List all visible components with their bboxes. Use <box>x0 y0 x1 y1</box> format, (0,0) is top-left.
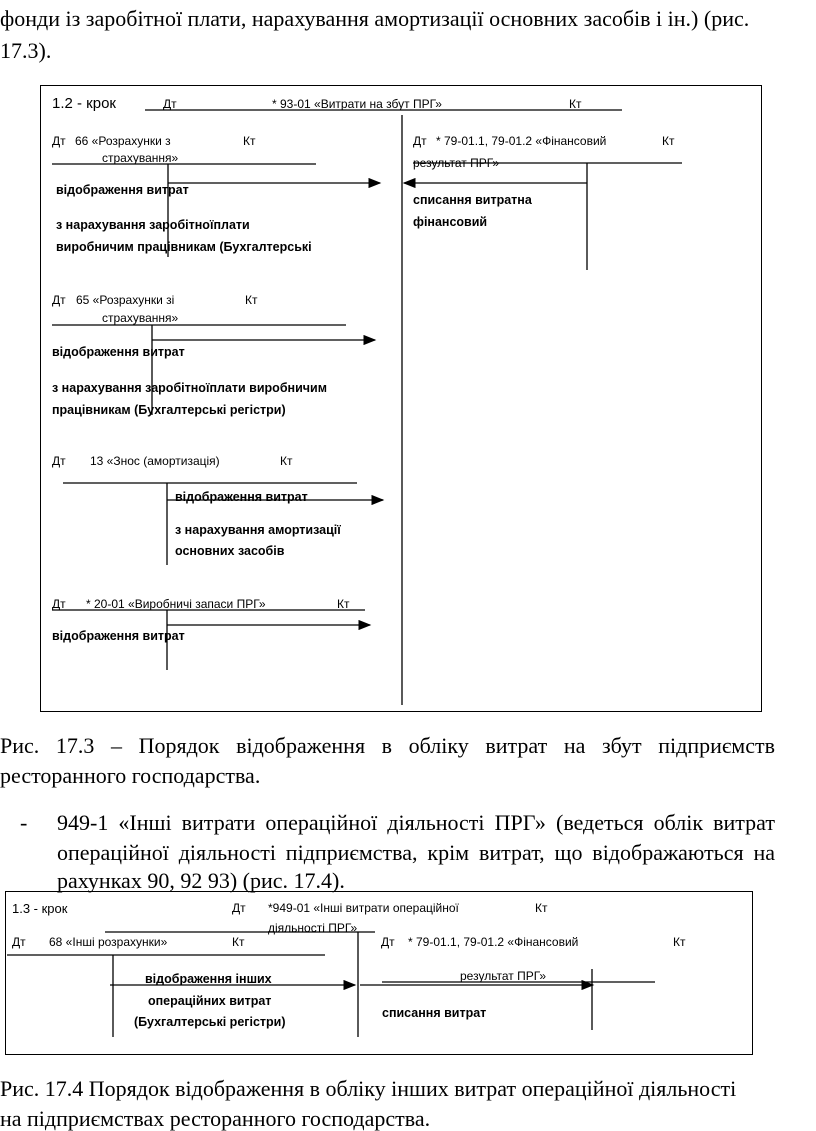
account-79-label-2: результат ПРГ» <box>460 969 547 983</box>
dt-label: Дт <box>52 597 66 611</box>
entry-text: працівникам (Бухгалтерські регістри) <box>52 403 286 417</box>
entry-text: відображення інших <box>145 972 272 986</box>
main-account-label-2: діяльності ПРГ» <box>268 921 358 935</box>
entry-text: відображення витрат <box>52 629 185 643</box>
entry-text: фінансовий <box>413 215 488 229</box>
caption-17-3-line-2: ресторанного господарства. <box>0 763 261 788</box>
account-79-label-2: результат ПРГ» <box>413 156 500 170</box>
entry-text: відображення витрат <box>56 183 189 197</box>
entry-text: списання витратна <box>413 193 532 207</box>
bullet-line-2: операційної діяльності підприємства, крім витрат, що відображаються на <box>57 840 775 865</box>
account-79-label: * 79-01.1, 79-01.2 «Фінансовий <box>436 134 607 148</box>
dt-label: Дт <box>52 293 66 307</box>
dt-label: Дт <box>52 134 66 148</box>
entry-text: (Бухгалтерські регістри) <box>134 1015 286 1029</box>
kt-label: Кт <box>337 597 350 611</box>
entry-text: відображення витрат <box>175 490 308 504</box>
account-68-label: 68 «Інші розрахунки» <box>49 935 168 949</box>
intro-line-1: фонди із заробітної плати, нарахування амортизації основних засобів і ін.) (рис. <box>0 6 750 31</box>
account-65-label: 65 «Розрахунки зі <box>76 293 175 307</box>
dt-label: Дт <box>12 935 26 949</box>
entry-text: списання витрат <box>382 1006 487 1020</box>
bullet-marker: - <box>20 810 28 835</box>
step-label: 1.2 - крок <box>52 95 116 112</box>
dt-label: Дт <box>413 134 427 148</box>
main-account-label: *949-01 «Інші витрати операційної <box>268 901 459 915</box>
caption-17-4: Рис. 17.4 Порядок відображення в обліку інших витрат операційної діяльності <box>0 1076 737 1101</box>
entry-text: з нарахування заробітноїплати виробничим <box>52 381 327 395</box>
dt-label: Дт <box>381 935 395 949</box>
main-account-label: * 93-01 «Витрати на збут ПРГ» <box>272 97 442 111</box>
caption-17-3: Рис. 17.3 – Порядок відображення в обліку витрат на збут підприємств <box>0 733 775 758</box>
bullet-line-3: рахунках 90, 92 93) (рис. 17.4). <box>57 868 345 893</box>
bullet-line-1: 949-1 «Інші витрати операційної діяльності ПРГ» (ведеться облік витрат <box>57 810 775 835</box>
account-65-label-2: страхування» <box>102 311 179 325</box>
account-66-label: 66 «Розрахунки з <box>75 134 171 148</box>
account-13-label: 13 «Знос (амортизація) <box>90 454 220 468</box>
kt-label: Кт <box>535 901 548 915</box>
kt-label: Кт <box>232 935 245 949</box>
kt-label: Кт <box>662 134 675 148</box>
entry-text: з нарахування амортизації <box>175 523 341 537</box>
kt-label: Кт <box>245 293 258 307</box>
account-79-label: * 79-01.1, 79-01.2 «Фінансовий <box>408 935 579 949</box>
account-20-label: * 20-01 «Виробничі запаси ПРГ» <box>86 597 266 611</box>
dt-label: Дт <box>163 97 177 111</box>
intro-line-2: 17.3). <box>0 38 52 63</box>
step-label: 1.3 - крок <box>12 901 68 916</box>
kt-label: Кт <box>673 935 686 949</box>
entry-text: з нарахування заробітноїплати <box>56 218 250 232</box>
caption-17-4-line-2: на підприємствах ресторанного господарства. <box>0 1106 431 1131</box>
entry-text: операційних витрат <box>148 994 272 1008</box>
account-66-label-2: страхування» <box>102 151 179 165</box>
entry-text: основних засобів <box>175 544 285 558</box>
dt-label: Дт <box>52 454 66 468</box>
kt-label: Кт <box>243 134 256 148</box>
kt-label: Кт <box>280 454 293 468</box>
entry-text: відображення витрат <box>52 345 185 359</box>
dt-label: Дт <box>232 901 246 915</box>
kt-label: Кт <box>569 97 582 111</box>
entry-text: виробничим працівникам (Бухгалтерські <box>56 240 312 254</box>
